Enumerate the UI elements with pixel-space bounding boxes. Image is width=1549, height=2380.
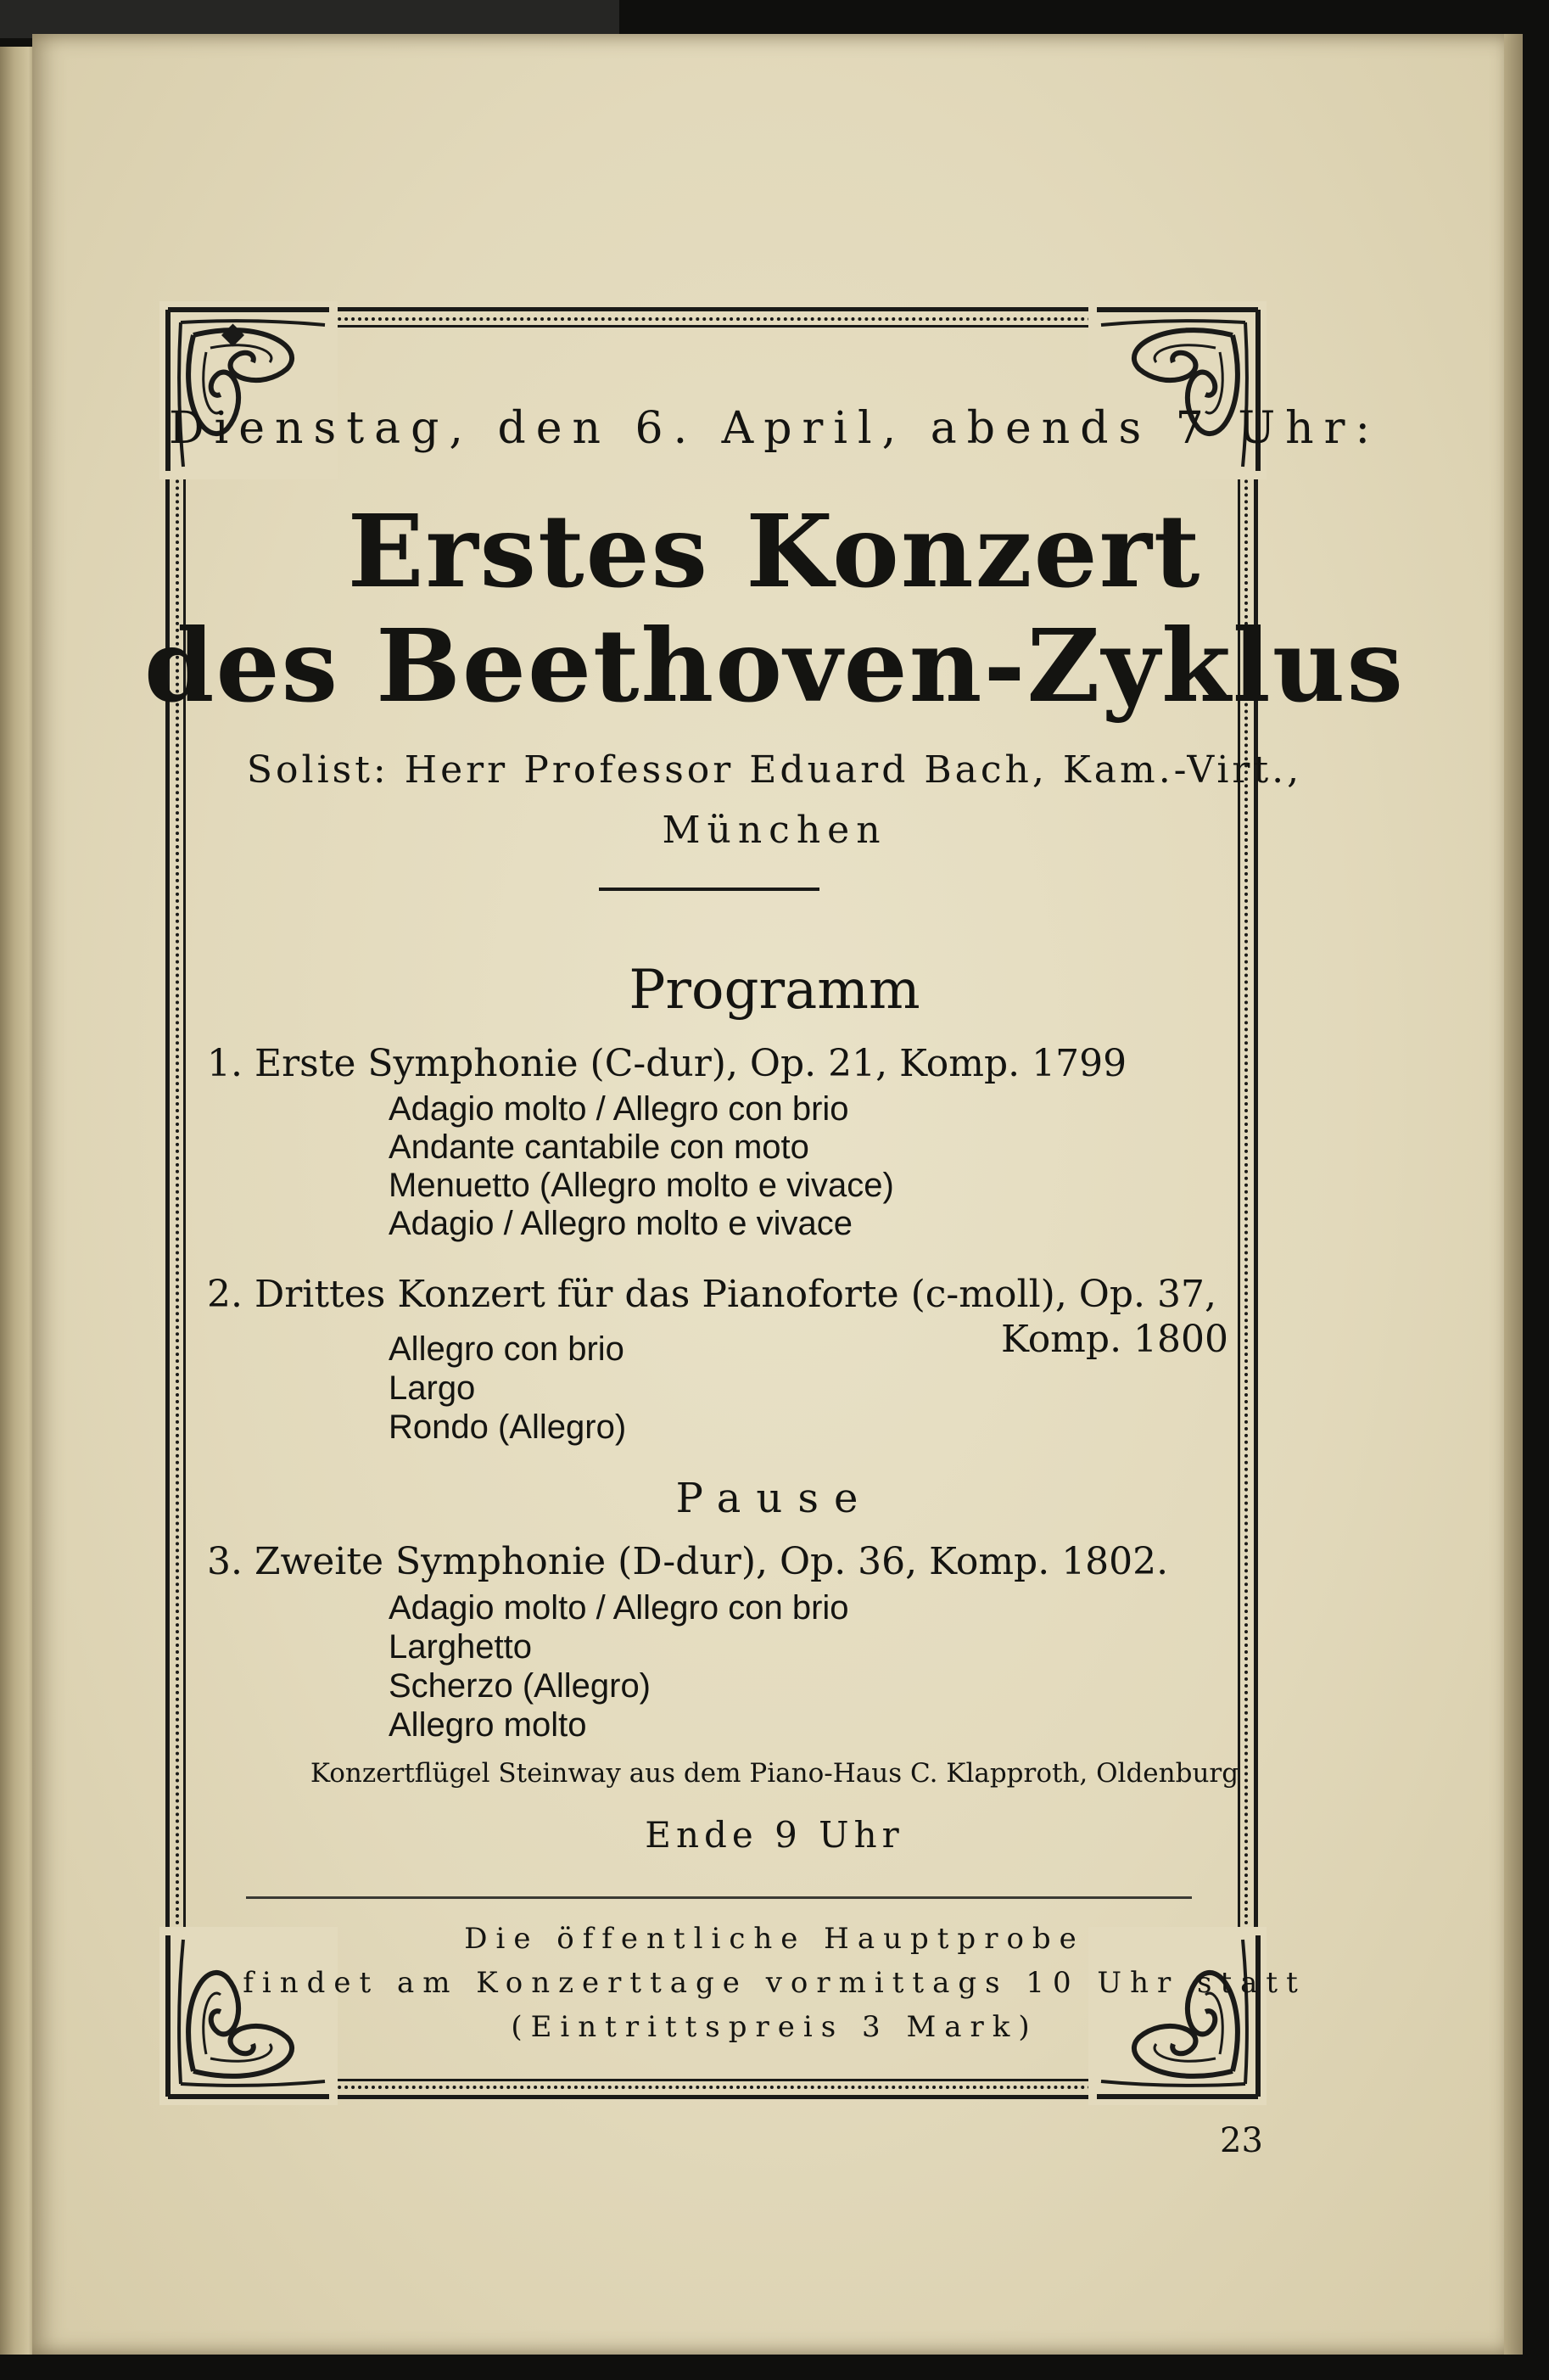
divider <box>246 1896 1192 1899</box>
concert-date: Dienstag, den 6. April, abends 7 Uhr: <box>168 403 1381 454</box>
program-heading: Programm <box>629 959 920 1022</box>
right-page-edge <box>1504 34 1523 2355</box>
soloist-line: Solist: Herr Professor Eduard Bach, Kam.-Virt., <box>246 748 1303 792</box>
scan-top-strip <box>0 0 619 38</box>
left-page-edge <box>0 47 36 2355</box>
program-item-1: 1. Erste Symphonie (C-dur), Op. 21, Komp. 1799 <box>207 1042 1127 1085</box>
movement: Rondo (Allegro) <box>389 1408 627 1446</box>
concert-title-line2: des Beethoven-Zyklus <box>144 607 1405 725</box>
movement: Adagio / Allegro molto e vivace <box>389 1205 853 1242</box>
soloist-city: München <box>662 809 887 852</box>
program-item-3: 3. Zweite Symphonie (D-dur), Op. 36, Komp. 1802. <box>207 1540 1169 1583</box>
rehearsal-note-line3: (Eintrittspreis 3 Mark) <box>511 2010 1038 2044</box>
piano-note: Konzertflügel Steinway aus dem Piano-Haus C. Klapproth, Oldenburg <box>310 1758 1239 1789</box>
divider <box>599 888 819 891</box>
rehearsal-note-line2: findet am Konzerttage vormittags 10 Uhr statt <box>243 1966 1306 2000</box>
program-item-2: 2. Drittes Konzert für das Pianoforte (c-moll), Op. 37, <box>207 1273 1216 1316</box>
rehearsal-note-line1: Die öffentliche Hauptprobe <box>464 1922 1085 1956</box>
movement: Allegro molto <box>389 1706 587 1744</box>
concert-title-line1: Erstes Konzert <box>347 492 1202 610</box>
movement: Andante cantabile con moto <box>389 1128 809 1166</box>
end-time: Ende 9 Uhr <box>645 1814 904 1856</box>
movement: Larghetto <box>389 1628 533 1666</box>
movement: Allegro con brio <box>389 1330 624 1368</box>
movement: Adagio molto / Allegro con brio <box>389 1589 849 1627</box>
program-item-2-komp: Komp. 1800 <box>1001 1318 1229 1361</box>
intermission: Pause <box>675 1475 874 1522</box>
movement: Menuetto (Allegro molto e vivace) <box>389 1167 894 1204</box>
movement: Largo <box>389 1369 476 1407</box>
movement: Scherzo (Allegro) <box>389 1667 651 1705</box>
page-number: 23 <box>1220 2121 1263 2160</box>
movement: Adagio molto / Allegro con brio <box>389 1090 849 1128</box>
